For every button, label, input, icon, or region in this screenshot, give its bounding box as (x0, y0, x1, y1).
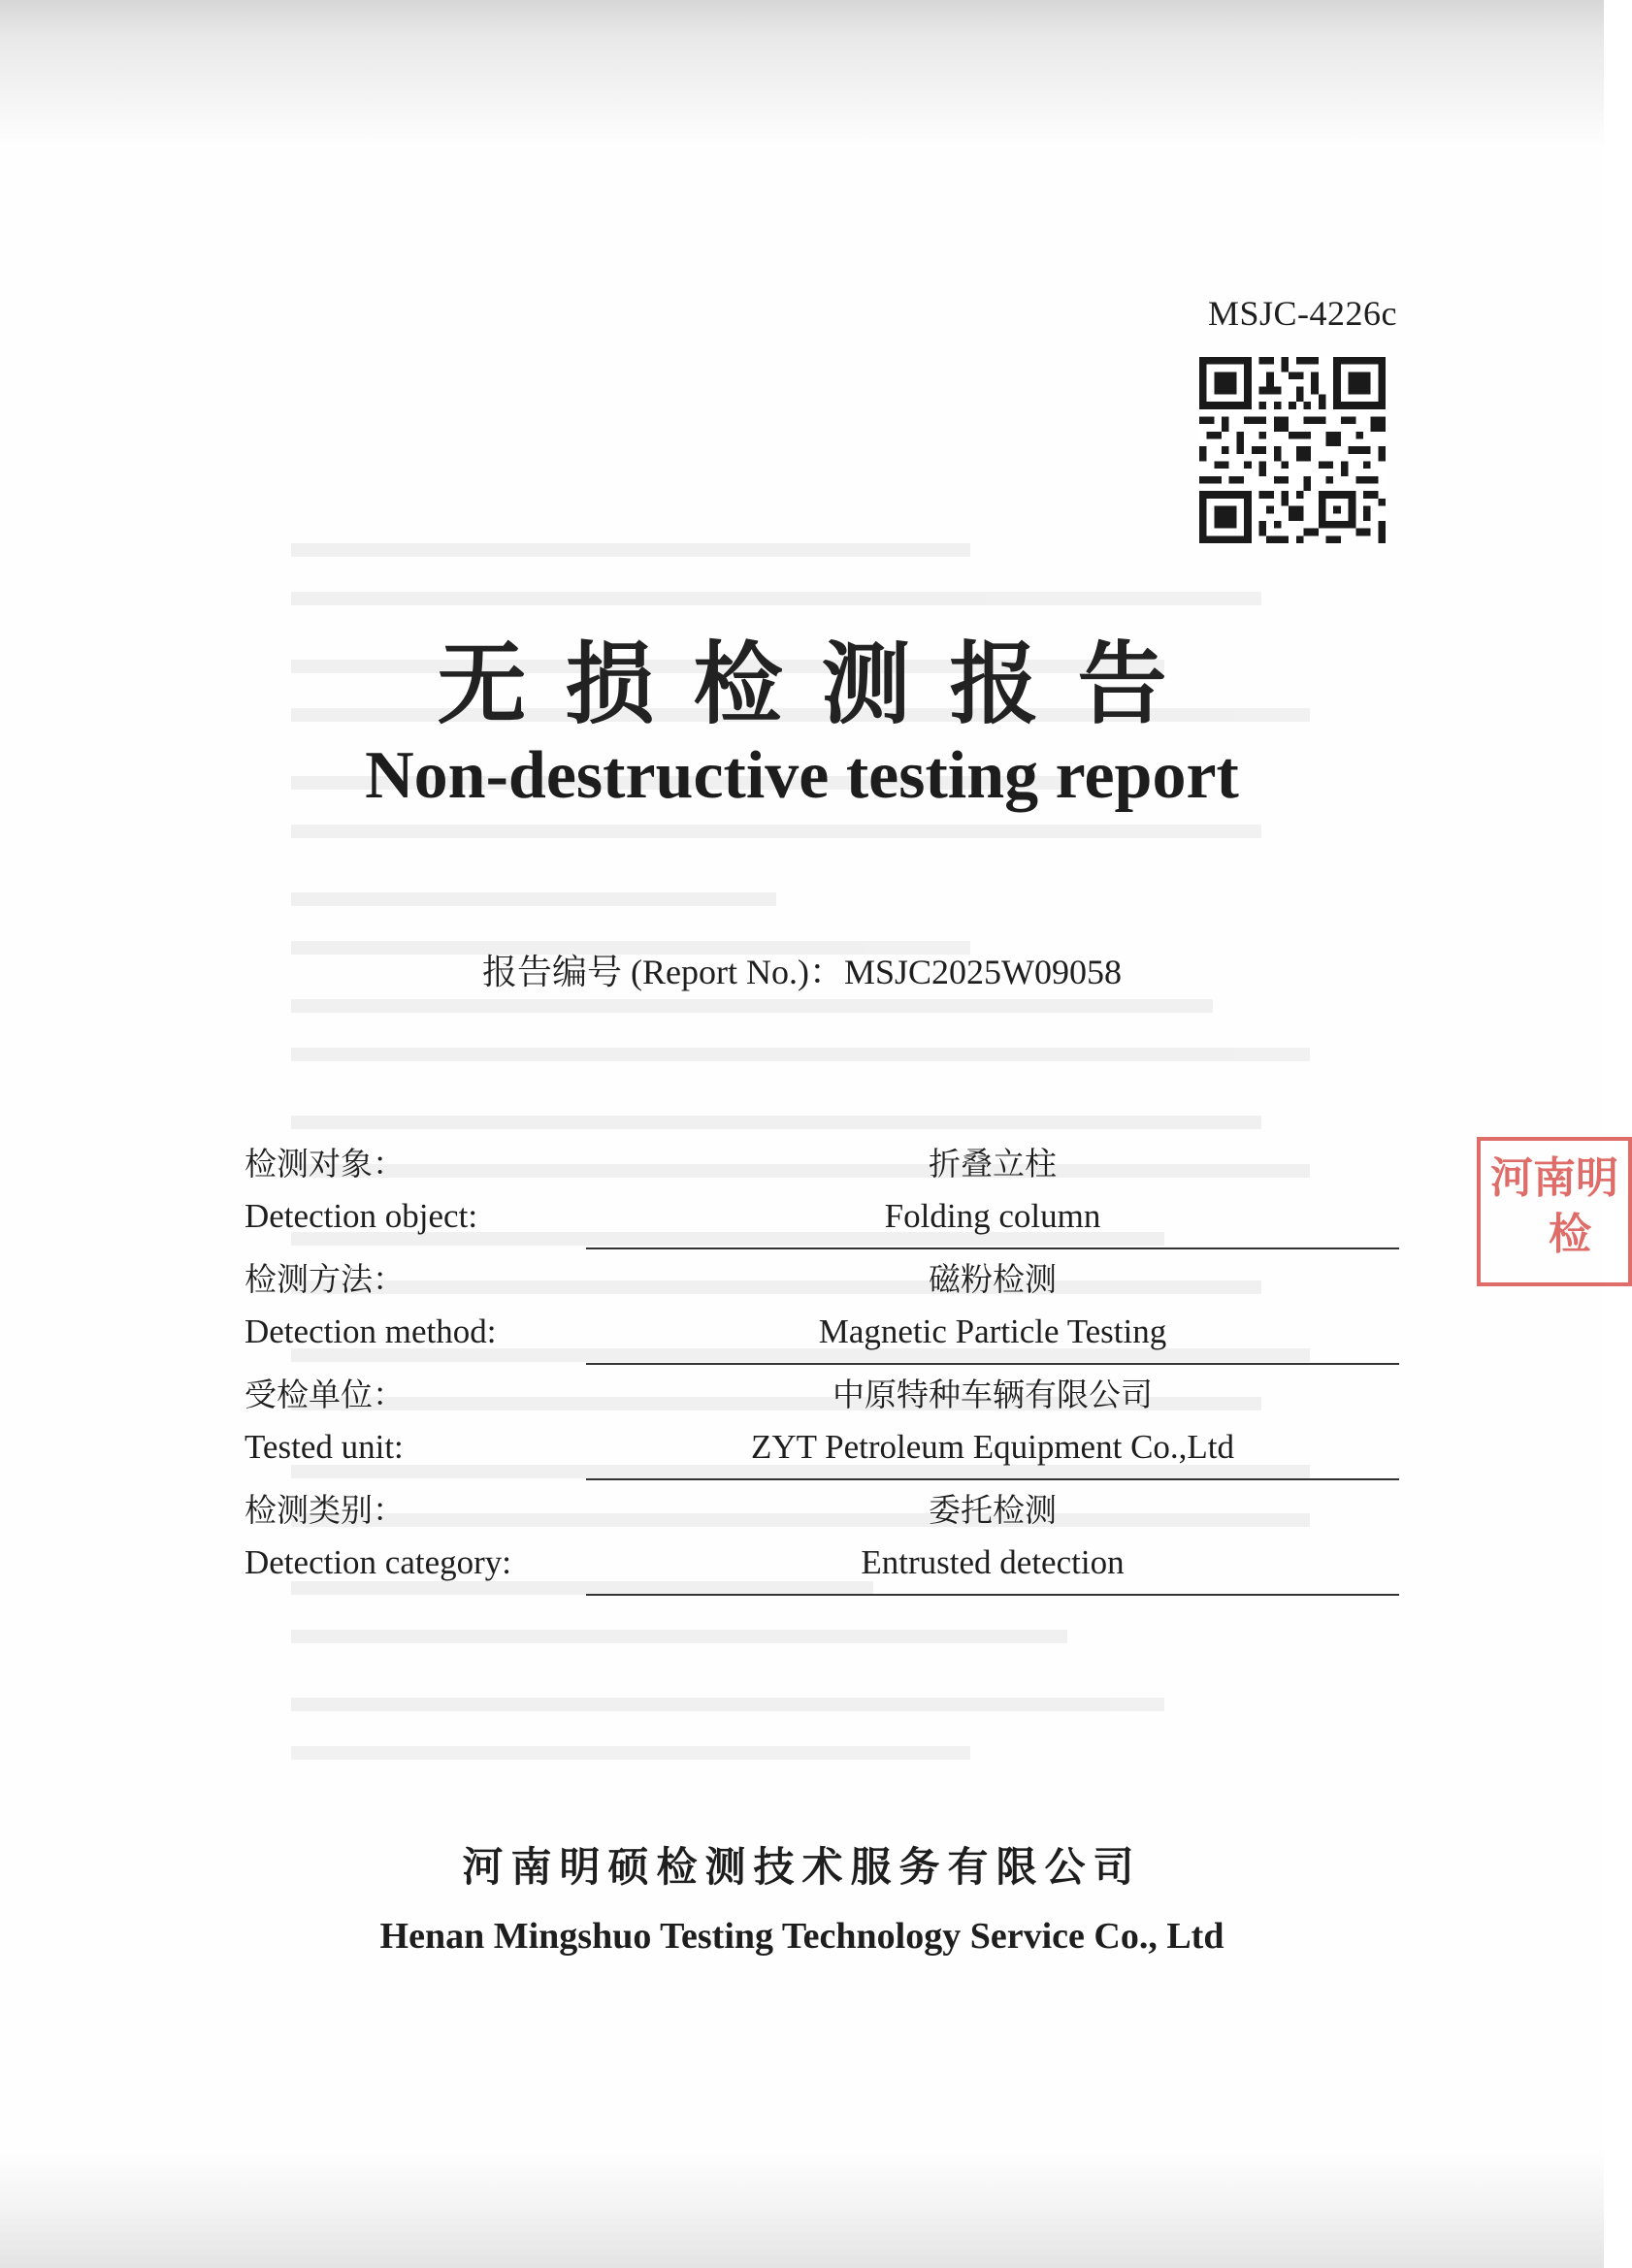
detection-category-value-cn: 委托检测 (929, 1491, 1057, 1529)
detection-category-value-en: Entrusted detection (861, 1543, 1125, 1581)
scan-shadow-bottom (0, 2152, 1604, 2268)
detection-method-value-cn: 磁粉检测 (929, 1260, 1057, 1298)
detection-method-label-cn: 检测方法： (245, 1260, 405, 1298)
document-code: MSJC-4226c (1207, 294, 1397, 333)
detection-method-label-en: Detection method: (245, 1312, 497, 1350)
tested-unit-value-en: ZYT Petroleum Equipment Co.,Ltd (750, 1428, 1235, 1466)
report-title-cn: 无损检测报告 (437, 632, 1206, 736)
field-underline (586, 1363, 1399, 1365)
detection-category-label-en: Detection category: (245, 1543, 512, 1581)
field-underline (586, 1478, 1399, 1480)
detection-object-value-cn: 折叠立柱 (929, 1145, 1057, 1183)
detection-object-label-en: Detection object: (245, 1197, 478, 1235)
scan-shadow-top (0, 0, 1604, 146)
qr-code-icon (1199, 357, 1386, 543)
report-number: 报告编号 (Report No.)：MSJC2025W09058 (482, 953, 1122, 991)
tested-unit-value-cn: 中原特种车辆有限公司 (832, 1376, 1153, 1413)
field-underline (586, 1594, 1399, 1596)
detection-object-value-en: Folding column (884, 1197, 1101, 1235)
company-name-en: Henan Mingshuo Testing Technology Service Co., Ltd (379, 1916, 1224, 1957)
seal-text-line1: 河南明 (1490, 1153, 1618, 1203)
tested-unit-label-en: Tested unit: (245, 1428, 404, 1466)
tested-unit-label-cn: 受检单位： (245, 1376, 405, 1413)
seal-text-line2: 检 (1549, 1210, 1591, 1259)
company-seal-stamp (1477, 1137, 1632, 1286)
detection-method-value-en: Magnetic Particle Testing (818, 1312, 1167, 1350)
report-title-en: Non-destructive testing report (365, 738, 1239, 813)
field-underline (586, 1247, 1399, 1249)
detection-object-label-cn: 检测对象： (245, 1145, 405, 1183)
detection-category-label-cn: 检测类别： (245, 1491, 405, 1529)
company-name-cn: 河南明硕检测技术服务有限公司 (462, 1843, 1142, 1891)
